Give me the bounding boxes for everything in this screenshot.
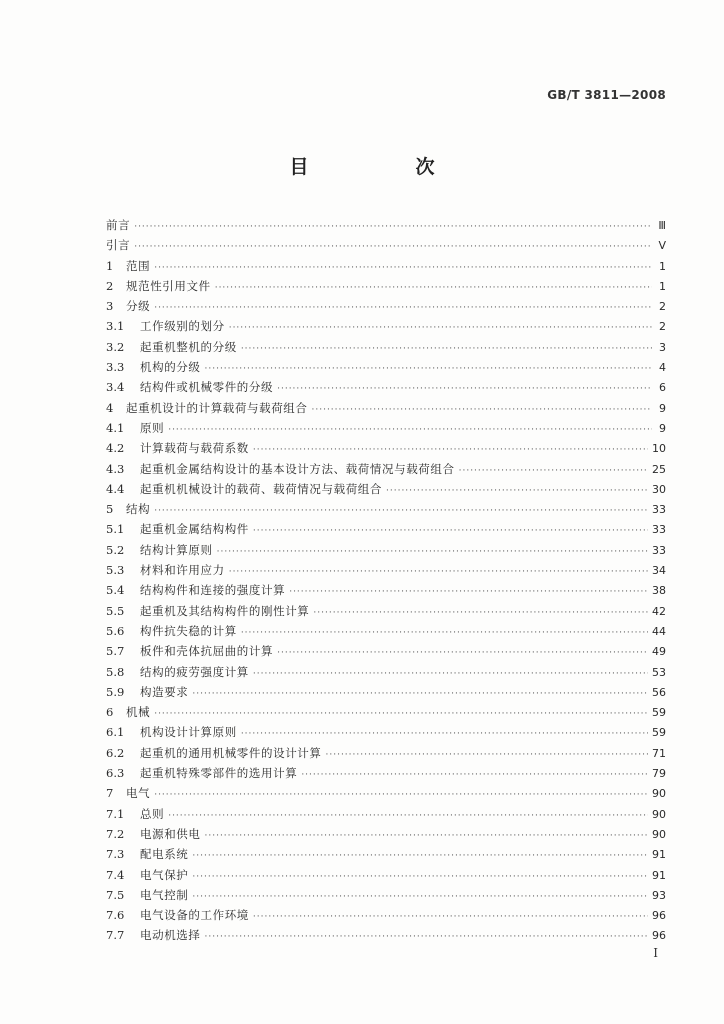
toc-entry-page: Ⅴ — [658, 239, 666, 253]
toc-entry-number: 5.5 — [106, 603, 125, 618]
toc-entry-title: 起重机金属结构构件 — [140, 522, 249, 537]
toc-entry-page: 59 — [652, 706, 666, 720]
dot-leader — [134, 237, 652, 257]
toc-entry-title: 电动机选择 — [140, 928, 201, 943]
toc-entry-page: 34 — [652, 564, 666, 578]
toc-entry-title: 电气保护 — [140, 867, 189, 882]
dot-leader — [229, 318, 652, 338]
dot-leader — [301, 765, 648, 785]
toc-entry[interactable] — [106, 844, 666, 864]
dot-leader — [192, 887, 648, 907]
dot-leader — [289, 582, 648, 602]
toc-entry-number: 5.3 — [106, 563, 125, 578]
toc-entry[interactable] — [106, 702, 666, 722]
dot-leader — [241, 339, 652, 359]
toc-entry-title: 起重机特殊零部件的选用计算 — [140, 766, 298, 781]
toc-entry-number: 1 — [106, 258, 114, 273]
toc-entry-number: 2 — [106, 278, 114, 293]
toc-entry-title: 范围 — [126, 258, 151, 273]
toc-entry-title: 构件抗失稳的计算 — [140, 623, 237, 638]
toc-entry-title: 结构构件和连接的强度计算 — [140, 583, 286, 598]
toc-entry-title: 机构设计计算原则 — [140, 725, 237, 740]
toc-entry-title: 电气控制 — [140, 887, 189, 902]
dot-leader — [215, 278, 652, 298]
toc-entry-number: 4.4 — [106, 481, 125, 496]
toc-entry-page: 1 — [659, 279, 666, 293]
dot-leader — [217, 542, 648, 562]
dot-leader — [134, 217, 652, 237]
toc-entry-page: 10 — [652, 442, 666, 456]
dot-leader — [277, 379, 652, 399]
toc-entry-title: 原则 — [140, 420, 165, 435]
page-title: 目 次 — [289, 156, 479, 178]
dot-leader — [192, 846, 648, 866]
page-number: Ⅰ — [653, 946, 658, 960]
toc-entry[interactable] — [106, 357, 666, 377]
toc-entry[interactable] — [106, 316, 666, 336]
toc-entry-page: 79 — [652, 767, 666, 781]
toc-entry-page: 33 — [652, 543, 666, 557]
toc-entry[interactable] — [106, 824, 666, 844]
toc-entry-page: 2 — [659, 300, 666, 314]
toc-entry-number: 7.2 — [106, 826, 125, 841]
toc-entry[interactable] — [106, 722, 666, 742]
toc-entry[interactable] — [106, 662, 666, 682]
toc-entry-title: 总则 — [140, 806, 165, 821]
toc-entry[interactable] — [106, 438, 666, 458]
toc-entry-number: 7 — [106, 786, 114, 801]
toc-entry-page: 4 — [659, 361, 666, 375]
toc-entry-number: 7.3 — [106, 847, 125, 862]
toc-entry-number: 7.7 — [106, 928, 125, 943]
toc-entry-title: 起重机金属结构设计的基本设计方法、载荷情况与载荷组合 — [140, 461, 455, 476]
toc-entry-title: 起重机设计的计算载荷与载荷组合 — [126, 400, 308, 415]
toc-entry-number: 4 — [106, 400, 114, 415]
toc-entry[interactable] — [106, 804, 666, 824]
toc-entry-page: 90 — [652, 827, 666, 841]
toc-entry[interactable] — [106, 621, 666, 641]
dot-leader — [154, 258, 652, 278]
dot-leader — [154, 298, 652, 318]
toc-entry-title: 结构的疲劳强度计算 — [140, 664, 249, 679]
toc-entry-page: 91 — [652, 868, 666, 882]
dot-leader — [229, 562, 648, 582]
toc-entry-page: 91 — [652, 848, 666, 862]
toc-entry-title: 结构件或机械零件的分级 — [140, 380, 274, 395]
dot-leader — [168, 806, 648, 826]
toc-entry[interactable] — [106, 540, 666, 560]
dot-leader — [154, 785, 648, 805]
toc-entry-page: 9 — [659, 421, 666, 435]
dot-leader — [326, 745, 649, 765]
toc-entry-number: 6.2 — [106, 745, 125, 760]
toc-entry[interactable] — [106, 296, 666, 316]
toc-entry-title: 起重机及其结构构件的刚性计算 — [140, 603, 310, 618]
toc-entry[interactable] — [106, 377, 666, 397]
toc-entry[interactable] — [106, 398, 666, 418]
toc-entry[interactable] — [106, 580, 666, 600]
toc-entry-title: 机构的分级 — [140, 360, 201, 375]
toc-entry-title: 机械 — [126, 705, 151, 720]
toc-entry-number: 4.3 — [106, 461, 125, 476]
toc-entry[interactable] — [106, 865, 666, 885]
toc-entry[interactable] — [106, 763, 666, 783]
toc-entry-page: 30 — [652, 482, 666, 496]
toc-entry-title: 起重机整机的分级 — [140, 339, 237, 354]
toc-entry-number: 5.9 — [106, 684, 125, 699]
toc-entry-title: 计算载荷与载荷系数 — [140, 441, 249, 456]
toc-entry-title: 规范性引用文件 — [126, 278, 211, 293]
toc-entry-title: 电气设备的工作环境 — [140, 908, 249, 923]
toc-entry-title: 板件和壳体抗屈曲的计算 — [140, 644, 274, 659]
toc-entry-number: 3.1 — [106, 319, 125, 334]
table-of-contents — [106, 215, 666, 946]
toc-entry-number: 3.4 — [106, 380, 125, 395]
toc-entry-page: 71 — [652, 746, 666, 760]
toc-entry-title: 结构 — [126, 502, 151, 517]
toc-entry[interactable] — [106, 235, 666, 255]
toc-entry-title: 起重机的通用机械零件的设计计算 — [140, 745, 322, 760]
toc-entry-page: 93 — [652, 888, 666, 902]
toc-entry[interactable] — [106, 337, 666, 357]
toc-entry-page: 44 — [652, 624, 666, 638]
toc-entry[interactable] — [106, 601, 666, 621]
toc-entry-page: 3 — [659, 340, 666, 354]
toc-entry-page: 2 — [659, 320, 666, 334]
toc-entry-page: 96 — [652, 929, 666, 943]
dot-leader — [253, 907, 648, 927]
toc-entry-number: 3.2 — [106, 339, 125, 354]
toc-entry-page: 25 — [652, 462, 666, 476]
toc-entry-number: 5.2 — [106, 542, 125, 557]
standard-code: GB/T 3811—2008 — [547, 88, 666, 102]
toc-entry-page: 33 — [652, 523, 666, 537]
toc-entry[interactable] — [106, 885, 666, 905]
toc-entry-page: 53 — [652, 665, 666, 679]
toc-entry-title: 构造要求 — [140, 684, 189, 699]
toc-entry-page: 38 — [652, 584, 666, 598]
toc-entry-title: 工作级别的划分 — [140, 319, 225, 334]
toc-entry-page: Ⅲ — [658, 219, 666, 232]
toc-entry-number: 6.1 — [106, 725, 125, 740]
toc-entry-title: 电源和供电 — [140, 826, 201, 841]
dot-leader — [386, 481, 648, 501]
toc-entry[interactable] — [106, 743, 666, 763]
dot-leader — [154, 501, 648, 521]
toc-entry-page: 90 — [652, 807, 666, 821]
toc-entry-title: 配电系统 — [140, 847, 189, 862]
toc-entry-page: 59 — [652, 726, 666, 740]
toc-entry-number: 5.7 — [106, 644, 125, 659]
toc-entry-number: 5.4 — [106, 583, 125, 598]
toc-entry-number: 5 — [106, 502, 114, 517]
toc-entry-page: 6 — [659, 381, 666, 395]
toc-entry-number: 7.1 — [106, 806, 125, 821]
dot-leader — [168, 420, 652, 440]
toc-entry-title: 引言 — [106, 238, 131, 253]
toc-entry[interactable] — [106, 215, 666, 235]
toc-entry[interactable] — [106, 418, 666, 438]
dot-leader — [253, 664, 648, 684]
toc-entry-page: 96 — [652, 909, 666, 923]
toc-entry-number: 7.4 — [106, 867, 125, 882]
toc-entry[interactable] — [106, 783, 666, 803]
toc-entry-page: 33 — [652, 503, 666, 517]
toc-entry[interactable] — [106, 560, 666, 580]
toc-entry-number: 5.6 — [106, 623, 125, 638]
toc-entry-page: 42 — [652, 604, 666, 618]
toc-entry-number: 3 — [106, 299, 114, 314]
toc-entry-page: 49 — [652, 645, 666, 659]
dot-leader — [313, 603, 648, 623]
dot-leader — [205, 927, 649, 947]
toc-entry[interactable] — [106, 641, 666, 661]
dot-leader — [241, 724, 648, 744]
dot-leader — [253, 521, 648, 541]
toc-entry[interactable] — [106, 905, 666, 925]
toc-entry[interactable] — [106, 459, 666, 479]
toc-entry-number: 6 — [106, 705, 114, 720]
toc-entry-number: 5.1 — [106, 522, 125, 537]
dot-leader — [154, 704, 648, 724]
toc-entry-page: 1 — [659, 259, 666, 273]
toc-entry-number: 3.3 — [106, 360, 125, 375]
toc-entry[interactable] — [106, 479, 666, 499]
dot-leader — [205, 359, 653, 379]
toc-entry[interactable] — [106, 499, 666, 519]
toc-entry-title: 结构计算原则 — [140, 542, 213, 557]
toc-entry-number: 7.6 — [106, 908, 125, 923]
toc-entry[interactable] — [106, 682, 666, 702]
toc-entry[interactable] — [106, 925, 666, 945]
dot-leader — [192, 867, 648, 887]
dot-leader — [205, 826, 649, 846]
toc-entry-number: 7.5 — [106, 887, 125, 902]
dot-leader — [192, 684, 648, 704]
toc-entry-number: 4.1 — [106, 420, 125, 435]
toc-entry-title: 分级 — [126, 299, 151, 314]
dot-leader — [459, 461, 648, 481]
toc-entry-page: 56 — [652, 685, 666, 699]
toc-entry-page: 90 — [652, 787, 666, 801]
toc-entry-title: 材料和许用应力 — [140, 563, 225, 578]
dot-leader — [277, 643, 648, 663]
toc-entry-title: 电气 — [126, 786, 151, 801]
toc-entry-title: 起重机机械设计的载荷、载荷情况与载荷组合 — [140, 481, 382, 496]
dot-leader — [312, 400, 653, 420]
dot-leader — [241, 623, 648, 643]
toc-entry-number: 6.3 — [106, 766, 125, 781]
toc-entry-title: 前言 — [106, 218, 131, 232]
toc-entry[interactable] — [106, 256, 666, 276]
dot-leader — [253, 440, 648, 460]
toc-entry-page: 9 — [659, 401, 666, 415]
toc-entry[interactable] — [106, 276, 666, 296]
toc-entry-number: 4.2 — [106, 441, 125, 456]
toc-entry[interactable] — [106, 519, 666, 539]
toc-entry-number: 5.8 — [106, 664, 125, 679]
